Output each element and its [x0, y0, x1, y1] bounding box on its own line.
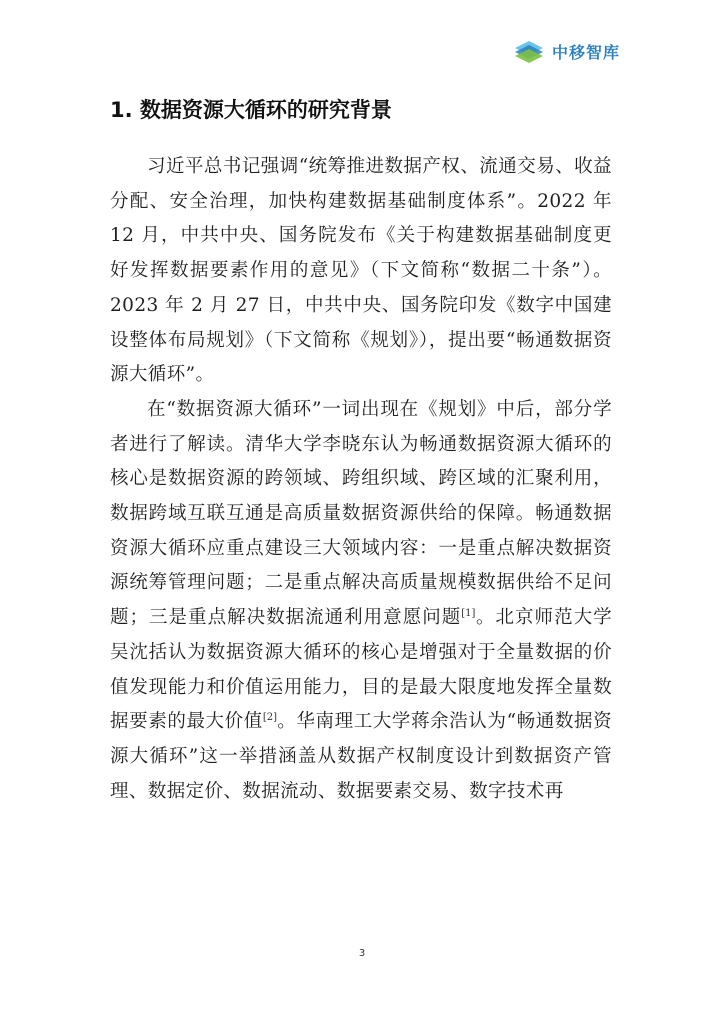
paragraph-1: 习近平总书记强调“统筹推进数据产权、流通交易、收益分配、安全治理，加快构建数据基础制度体系”。2022 年 12 月，中共中央、国务院发布《关于构建数据基础制度更好发挥数据要素作用的意见》（下文简称“数据二十条”）。2023 年 2 月 27 日，中共中央、国务院印发《数字中国建设整体布局规划》（下文简称《规划》），提出要“畅通数据资源大循环”。	[110, 156, 612, 386]
citation-2[interactable]: [2]	[262, 712, 278, 724]
page-number: 3	[358, 948, 366, 959]
logo-text: 中移智库	[552, 42, 621, 62]
section-title: 1. 数据资源大循环的研究背景	[110, 98, 392, 122]
paragraph-2	[110, 393, 612, 809]
paragraph-2-part-2: 。北京师范大学吴沈括认为数据资源大循环的核心是增强对于全量数据的价值发现能力和价值运用能力，目的是最大限度地发挥全量数据要素的最大价值	[110, 607, 612, 733]
paragraph-2-part-1: 在“数据资源大循环”一词出现在《规划》中后，部分学者进行了解读。清华大学李晓东认为畅通数据资源大循环的核心是数据资源的跨领域、跨组织域、跨区域的汇聚利用，数据跨域互联互通是高质量数据资源供给的保障。畅通数据资源大循环应重点建设三大领域内容：一是重点解决数据资源统筹管理问题；二是重点解决高质量规模数据供给不足问题；三是重点解决数据流通利用意愿问题	[110, 398, 612, 629]
header-logo	[512, 36, 620, 66]
china-mobile-think-tank-logo-icon	[512, 36, 546, 66]
body-text	[110, 150, 612, 809]
paragraph-2-part-3: 。华南理工大学蒋余浩认为“畅通数据资源大循环”这一举措涵盖从数据产权制度设计到数据资产管理、数据定价、数据流动、数据要素交易、数字技术再	[110, 711, 612, 802]
citation-1[interactable]: [1]	[461, 607, 476, 619]
